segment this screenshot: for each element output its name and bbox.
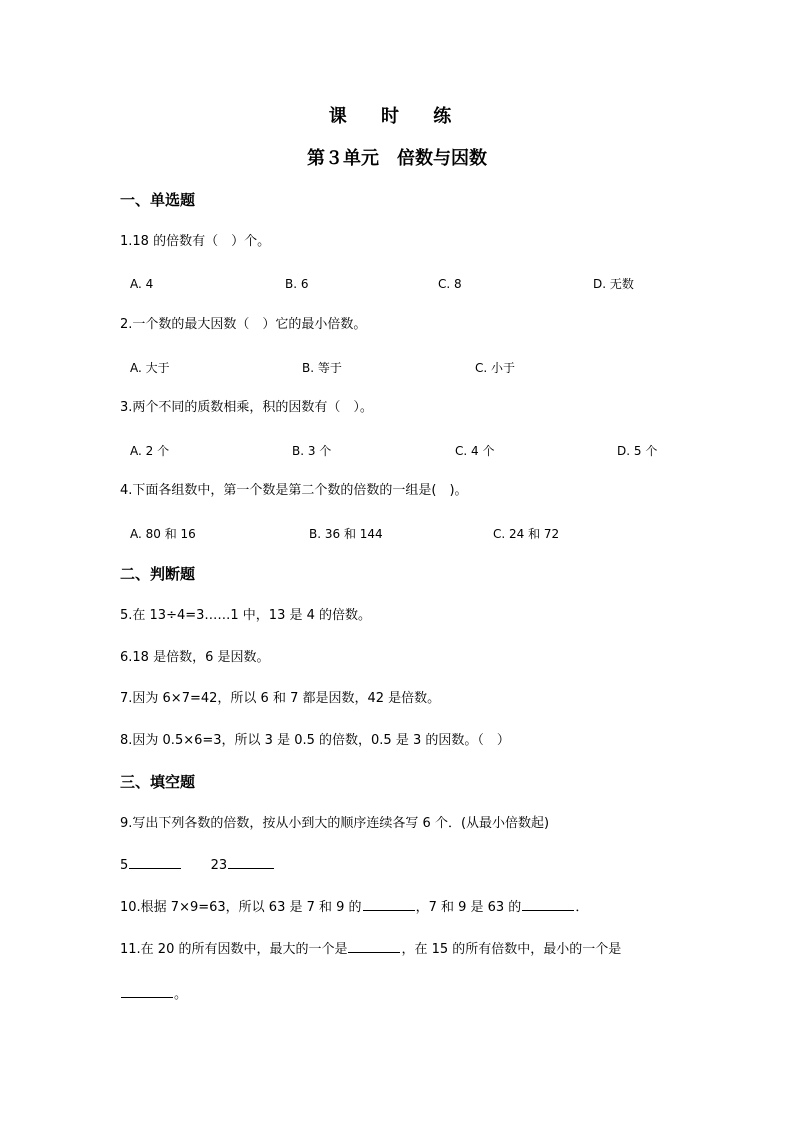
q11-text-3: 。: [174, 987, 188, 1002]
question-9: 9.写出下列各数的倍数，按从小到大的顺序连续各写 6 个．(从最小倍数起): [120, 816, 550, 831]
question-10: [120, 898, 588, 918]
section-heading-true-false: 二、判断题: [120, 565, 196, 583]
question-8: 8.因为 0.5×6=3，所以 3 是 0.5 的倍数，0.5 是 3 的因数。（ ）: [120, 733, 510, 748]
q9-number-a: 5: [120, 858, 129, 873]
q9-number-b: 23: [210, 858, 228, 873]
q9-blank-a: [129, 856, 181, 869]
q3-option-a: A. 2 个: [130, 444, 170, 458]
question-3: 3.两个不同的质数相乘，积的因数有（ ）。: [120, 400, 373, 415]
q2-option-c: C. 小于: [475, 361, 516, 375]
q1-option-b: B. 6: [285, 277, 309, 291]
q3-option-b: B. 3 个: [292, 444, 332, 458]
q10-blank-1: [363, 898, 415, 911]
question-2: 2.一个数的最大因数（ ）它的最小倍数。: [120, 317, 367, 332]
q4-option-a: A. 80 和 16: [130, 527, 196, 541]
q11-text-1: 11.在 20 的所有因数中，最大的一个是: [120, 942, 348, 957]
q11-blank-1: [348, 940, 400, 953]
question-9-blanks: [120, 856, 275, 876]
q1-option-c: C. 8: [438, 277, 462, 291]
q2-option-a: A. 大于: [130, 361, 170, 375]
question-1: 1.18 的倍数有（ ）个。: [120, 234, 271, 249]
q3-option-c: C. 4 个: [455, 444, 495, 458]
question-11-continued: [120, 985, 187, 1005]
q10-text-1: 10.根据 7×9=63，所以 63 是 7 和 9 的: [120, 900, 362, 915]
q2-option-b: B. 等于: [302, 361, 342, 375]
q9-blank-b: [228, 856, 274, 869]
question-7: 7.因为 6×7=42，所以 6 和 7 都是因数，42 是倍数。: [120, 691, 441, 706]
unit-title: 第３单元 倍数与因数: [307, 148, 487, 169]
q10-text-2: ，7 和 9 是 63 的: [415, 900, 522, 915]
question-6: 6.18 是倍数，6 是因数。: [120, 650, 270, 665]
q1-option-d: D. 无数: [593, 277, 634, 291]
q11-blank-2: [121, 985, 173, 998]
q1-option-a: A. 4: [130, 277, 154, 291]
question-4: 4.下面各组数中，第一个数是第二个数的倍数的一组是( )。: [120, 483, 468, 498]
page-title: 课 时 练: [328, 106, 466, 127]
q3-option-d: D. 5 个: [617, 444, 658, 458]
question-5: 5.在 13÷4=3……1 中，13 是 4 的倍数。: [120, 608, 372, 623]
q4-option-c: C. 24 和 72: [493, 527, 560, 541]
section-heading-fill-in: 三、填空题: [120, 773, 196, 791]
q10-blank-2: [522, 898, 574, 911]
q10-text-3: ．: [575, 900, 589, 915]
q4-option-b: B. 36 和 144: [309, 527, 383, 541]
question-11: [120, 940, 621, 960]
section-heading-single-choice: 一、单选题: [120, 191, 196, 209]
q11-text-2: ，在 15 的所有倍数中，最小的一个是: [401, 942, 622, 957]
